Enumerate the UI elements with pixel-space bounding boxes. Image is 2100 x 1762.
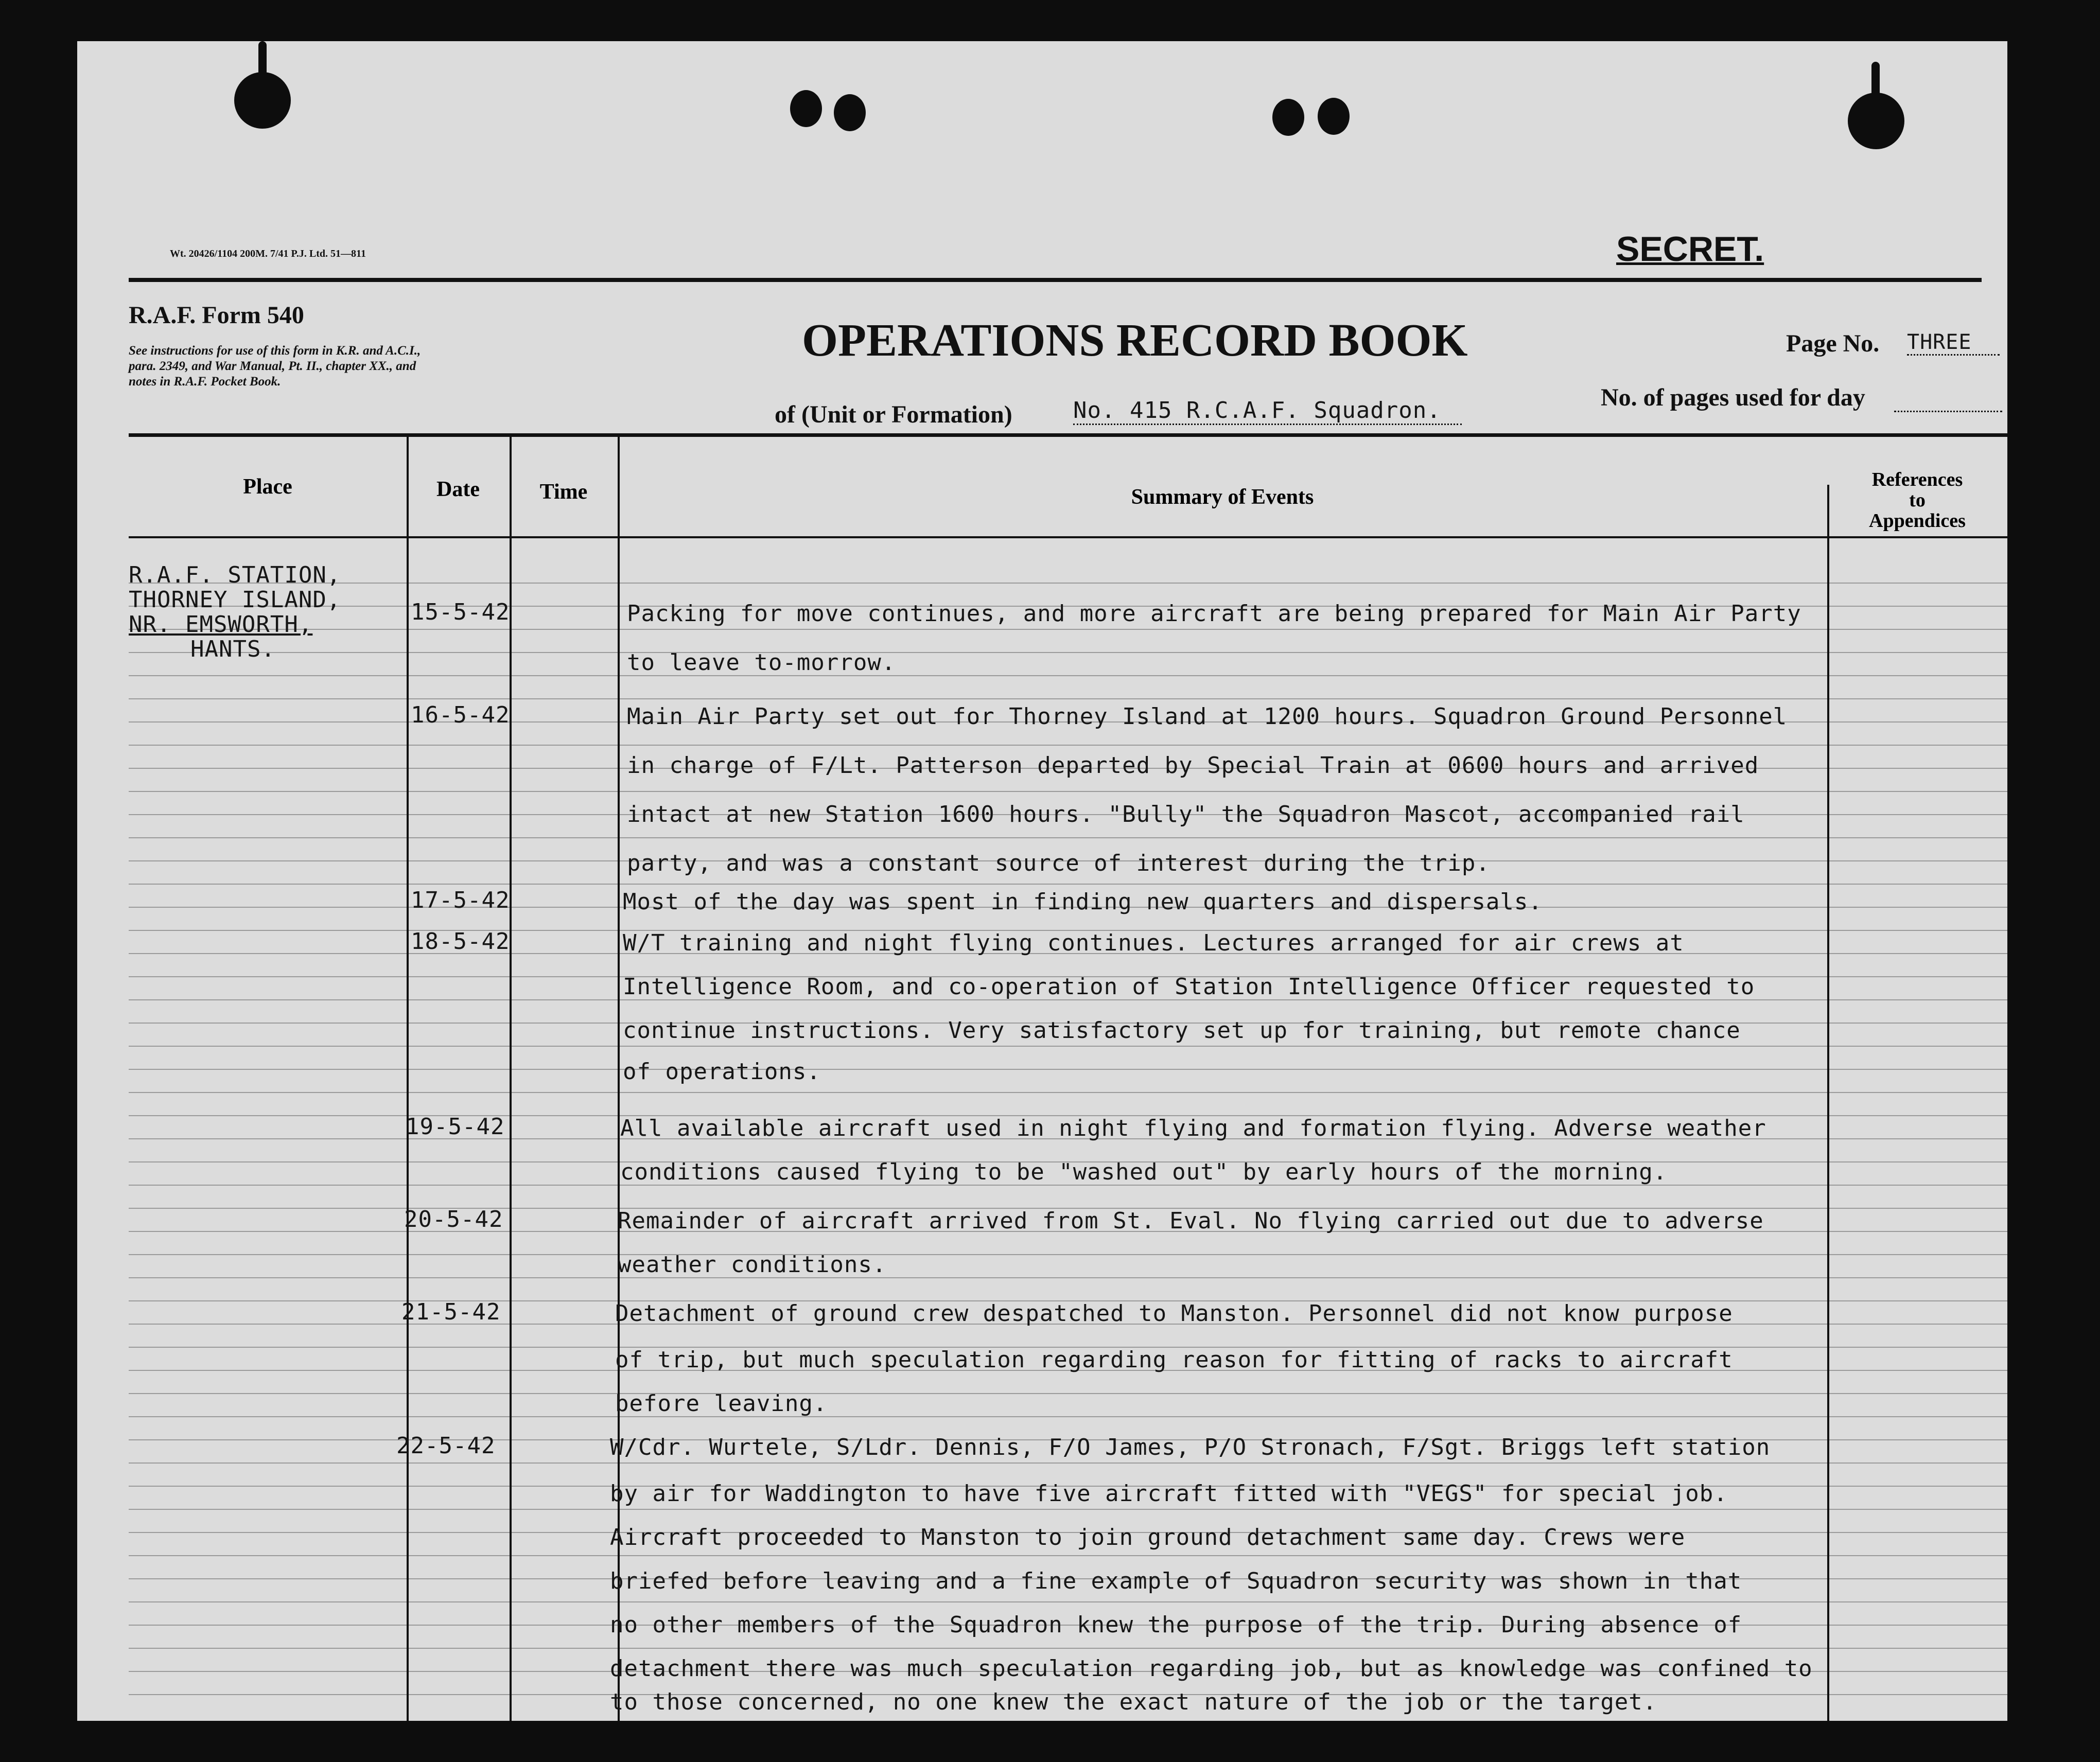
entry-line: of operations.	[623, 1059, 821, 1085]
punch-hole	[1318, 98, 1350, 135]
pages-used-value	[1894, 396, 2002, 412]
punch-hole	[834, 94, 866, 131]
entry-line: Main Air Party set out for Thorney Island at 1200 hours. Squadron Ground Personnel	[627, 703, 1788, 730]
ruled-line	[129, 1648, 2007, 1649]
entry-line: of trip, but much speculation regarding reason for fitting of racks to aircraft	[615, 1347, 1733, 1373]
entry-line: party, and was a constant source of interest during the trip.	[627, 850, 1490, 876]
ruled-line	[129, 698, 2007, 699]
col-divider-summary	[1827, 485, 1829, 1721]
col-header-date: Date	[436, 478, 480, 501]
record-sheet	[77, 41, 2007, 1721]
entry-line: Most of the day was spent in finding new quarters and dispersals.	[623, 889, 1543, 915]
entry-date: 21-5-42	[401, 1299, 501, 1325]
entry-line: All available aircraft used in night flying and formation flying. Adverse weather	[620, 1115, 1766, 1141]
entry-date: 19-5-42	[406, 1114, 505, 1140]
ruled-line	[129, 1555, 2007, 1556]
ruled-line	[129, 1601, 2007, 1602]
entry-line: W/T training and night flying continues. Lectures arranged for air crews at	[623, 930, 1684, 956]
entry-line: Detachment of ground crew despatched to Manston. Personnel did not know purpose	[615, 1300, 1733, 1327]
entry-line: in charge of F/Lt. Patterson departed by Special Train at 0600 hours and arrived	[627, 752, 1759, 779]
ruled-line	[129, 1463, 2007, 1464]
punch-hole	[1272, 99, 1304, 136]
binder-hole-left-tab	[258, 41, 267, 82]
instructions-line-1: See instructions for use of this form in K.R. and A.C.I.,	[129, 344, 421, 358]
col-header-time: Time	[539, 480, 588, 504]
place-line-2: THORNEY ISLAND,	[129, 587, 341, 613]
entry-line: Intelligence Room, and co-operation of Station Intelligence Officer requested to	[623, 974, 1755, 1000]
instructions-line-3: notes in R.A.F. Pocket Book.	[129, 375, 281, 389]
ruled-line	[129, 675, 2007, 676]
ruled-line	[129, 1416, 2007, 1417]
ruled-line	[129, 884, 2007, 885]
ruled-line	[129, 1254, 2007, 1255]
entry-line: weather conditions.	[618, 1252, 887, 1278]
col-header-place: Place	[243, 475, 292, 499]
page-no-value: THREE	[1907, 330, 2000, 356]
entry-line: Aircraft proceeded to Manston to join ground detachment same day. Crews were	[610, 1524, 1686, 1550]
entry-line: Remainder of aircraft arrived from St. Eval. No flying carried out due to adverse	[618, 1208, 1764, 1234]
print-code: Wt. 20426/1104 200M. 7/41 P.J. Ltd. 51—811	[170, 248, 366, 259]
ruled-line	[129, 1092, 2007, 1093]
unit-value: No. 415 R.C.A.F. Squadron.	[1073, 397, 1462, 425]
form-name: R.A.F. Form 540	[129, 302, 304, 329]
entry-line: continue instructions. Very satisfactory set up for training, but remote chance	[623, 1017, 1741, 1044]
unit-label: of (Unit or Formation)	[775, 401, 1012, 428]
place-line-3: NR. EMSWORTH,	[129, 611, 313, 638]
entry-line: to leave to-morrow.	[627, 649, 896, 676]
col-header-references-2: to	[1909, 489, 1926, 511]
secret-stamp: SECRET.	[1616, 230, 1764, 269]
ruled-line	[129, 791, 2007, 792]
ruled-line	[129, 1069, 2007, 1070]
place-line-1: R.A.F. STATION,	[129, 562, 341, 588]
ruled-line	[129, 837, 2007, 838]
page-title: OPERATIONS RECORD BOOK	[802, 315, 1468, 366]
entry-date: 18-5-42	[411, 928, 510, 955]
entry-line: W/Cdr. Wurtele, S/Ldr. Dennis, F/O James, P/O Stronach, F/Sgt. Briggs left station	[610, 1434, 1771, 1460]
entry-line: Packing for move continues, and more aircraft are being prepared for Main Air Party	[627, 601, 1801, 627]
header-bottom-rule	[129, 536, 2007, 538]
ruled-line	[129, 652, 2007, 653]
ruled-line	[129, 1509, 2007, 1510]
ruled-line	[129, 629, 2007, 630]
instructions-line-2: para. 2349, and War Manual, Pt. II., chapter XX., and	[129, 359, 416, 373]
entry-line: to those concerned, no one knew the exact nature of the job or the target.	[610, 1689, 1657, 1715]
entry-line: intact at new Station 1600 hours. "Bully" the Squadron Mascot, accompanied rail	[627, 801, 1745, 827]
entry-line: conditions caused flying to be "washed out" by early hours of the morning.	[620, 1159, 1668, 1185]
entry-date: 17-5-42	[411, 887, 510, 913]
place-line-4: HANTS.	[190, 636, 275, 662]
ruled-line	[129, 1046, 2007, 1047]
header-top-rule	[129, 278, 1982, 282]
page-no-label: Page No.	[1786, 330, 1880, 357]
entry-line: by air for Waddington to have five aircraft fitted with "VEGS" for special job.	[610, 1481, 1728, 1507]
ruled-line	[129, 1277, 2007, 1278]
entry-date: 22-5-42	[396, 1433, 496, 1459]
ruled-line	[129, 1393, 2007, 1394]
entry-line: detachment there was much speculation regarding job, but as knowledge was confined to	[610, 1655, 1813, 1682]
col-header-references-1: References	[1871, 469, 1963, 490]
entry-line: briefed before leaving and a fine example of Squadron security was shown in that	[610, 1568, 1742, 1594]
col-header-references-3: Appendices	[1869, 510, 1966, 532]
ruled-line	[129, 583, 2007, 584]
ruled-line	[129, 745, 2007, 746]
col-header-summary: Summary of Events	[1131, 485, 1314, 509]
entry-date: 16-5-42	[411, 702, 510, 728]
col-divider-date	[510, 433, 512, 1721]
entry-date: 20-5-42	[404, 1206, 503, 1232]
entry-line: before leaving.	[615, 1390, 828, 1417]
summary-table	[129, 433, 2007, 1721]
binder-hole-right-tab	[1871, 62, 1880, 103]
pages-used-label: No. of pages used for day	[1601, 384, 1865, 411]
punch-hole	[790, 90, 822, 127]
entry-line: no other members of the Squadron knew the purpose of the trip. During absence of	[610, 1612, 1742, 1638]
col-divider-place	[407, 433, 409, 1721]
entry-date: 15-5-42	[411, 599, 510, 625]
